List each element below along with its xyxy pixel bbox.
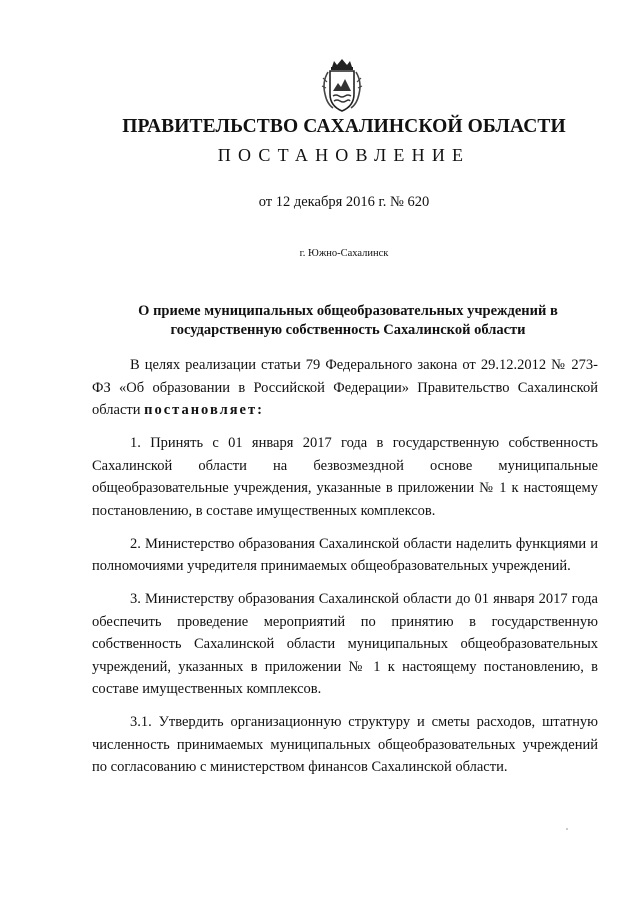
paragraph-2: 2. Министерство образования Сахалинской области наделить функциями и полномочиями учредителя принимаемых общеобразовательных учреждений. <box>92 535 598 574</box>
government-name: ПРАВИТЕЛЬСТВО САХАЛИНСКОЙ ОБЛАСТИ <box>122 116 566 137</box>
document-type: ПОСТАНОВЛЕНИЕ <box>217 145 471 165</box>
scan-speck <box>566 828 568 830</box>
city-name: г. Южно-Сахалинск <box>299 248 389 259</box>
preamble-paragraph <box>92 354 598 422</box>
paragraph-3: 3. Министерству образования Сахалинской области до 01 января 2017 года обеспечить проведение мероприятий по принятию в государственную собственность Сахалинской области муниципальных общеобразовательных учреждений, указанных в приложении № 1 к настоящему постановлению, в составе имущественных комплексов. <box>92 591 598 697</box>
decree-date-number: от 12 декабря 2016 г. № 620 <box>258 194 430 210</box>
paragraph-1: 1. Принять с 01 января 2017 года в государственную собственность Сахалинской области на безвозмездной основе муниципальные общеобразовательные учреждения, указанные в приложении № 1 к настоящему постановлению, в составе имущественных комплексов. <box>92 435 598 519</box>
decree-subject: О приеме муниципальных общеобразовательных учреждений в государственную собственность Сахалинской области <box>138 303 558 338</box>
preamble-text: В целях реализации статьи 79 Федерального закона от 29.12.2012 № 273-ФЗ «Об образовании в Российской Федерации» Правительство Сахалинской области <box>92 357 598 418</box>
sakhalin-coat-of-arms-icon <box>319 58 365 114</box>
paragraph-3-1: 3.1. Утвердить организационную структуру и сметы расходов, штатную численность принимаемых муниципальных общеобразовательных учреждений по согласованию с министерством финансов Сахалинской области. <box>92 714 598 775</box>
decree-body <box>92 354 598 789</box>
decree-word: постановляет: <box>144 402 264 418</box>
